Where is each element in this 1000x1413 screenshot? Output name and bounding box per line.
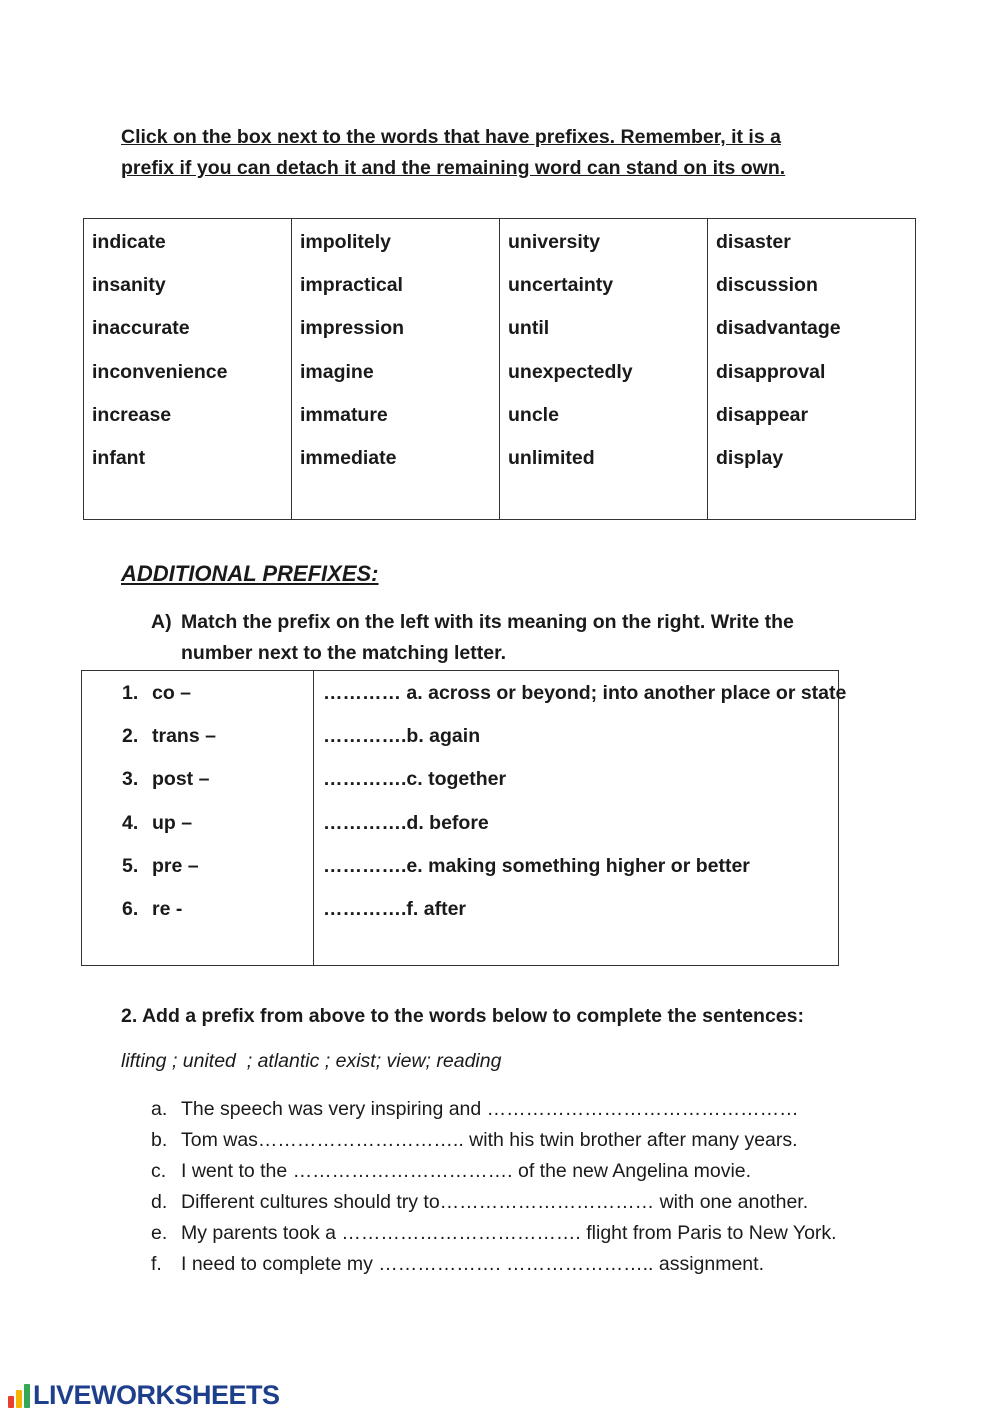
prefix-text: pre – <box>152 854 199 877</box>
sentence-item[interactable] <box>151 1249 837 1280</box>
prefix-item <box>122 672 312 715</box>
sentence-letter: d. <box>151 1191 168 1213</box>
task-2-word-list: lifting ; united ; atlantic ; exist; view; reading <box>121 1050 502 1072</box>
word-checkbox[interactable]: disappear <box>716 403 809 426</box>
prefix-number: 1. <box>122 682 139 704</box>
task-a-label: A) <box>151 611 172 633</box>
word-checkbox[interactable]: impractical <box>300 274 403 297</box>
sentence-text[interactable]: My parents took a ………………………………. flight from Paris to New York. <box>181 1222 837 1244</box>
sentence-text[interactable]: I need to complete my ………………. ………………….. assignment. <box>181 1253 764 1275</box>
prefix-text: post – <box>152 768 210 791</box>
prefix-number: 4. <box>122 811 139 834</box>
prefix-item <box>122 715 312 758</box>
word-checkbox[interactable]: university <box>508 231 601 253</box>
sentence-item[interactable] <box>151 1094 837 1125</box>
word-checkbox[interactable]: discussion <box>716 274 818 297</box>
instructions-line-1: Click on the box next to the words that have prefixes. Remember, it is a <box>121 126 781 148</box>
prefix-word-table <box>83 218 916 520</box>
meaning-column <box>314 671 847 966</box>
section-title: ADDITIONAL PREFIXES: <box>121 561 379 586</box>
word-checkbox[interactable]: immature <box>300 403 388 426</box>
logo-bar-red <box>8 1396 14 1408</box>
prefix-number: 2. <box>122 725 139 748</box>
sentence-letter: b. <box>151 1129 168 1151</box>
word-checkbox[interactable]: inconvenience <box>92 360 228 383</box>
word-checkbox[interactable]: disadvantage <box>716 317 841 340</box>
meaning-item <box>323 845 837 888</box>
word-checkbox[interactable]: disapproval <box>716 360 826 383</box>
sentence-letter: e. <box>151 1222 168 1244</box>
word-checkbox[interactable]: disaster <box>716 231 791 253</box>
word-checkbox[interactable]: imagine <box>300 360 374 383</box>
answer-blank-input[interactable]: …………. <box>323 854 407 877</box>
prefix-text: up – <box>152 811 193 834</box>
meaning-text: b. again <box>406 725 481 748</box>
meaning-item <box>323 758 837 801</box>
answer-blank-input[interactable]: ………… <box>323 682 401 704</box>
prefix-item <box>122 845 312 888</box>
word-checkbox[interactable]: uncle <box>508 403 559 426</box>
prefix-text: co – <box>152 682 192 704</box>
sentence-item[interactable] <box>151 1218 837 1249</box>
instructions <box>121 122 861 184</box>
prefix-number: 3. <box>122 768 139 791</box>
answer-blank-input[interactable]: …………. <box>323 811 407 834</box>
prefix-item <box>122 758 312 801</box>
word-checkbox[interactable]: immediate <box>300 446 397 469</box>
prefix-number: 6. <box>122 897 139 920</box>
match-table <box>81 670 847 966</box>
prefix-item <box>122 888 312 931</box>
sentence-item[interactable] <box>151 1187 837 1218</box>
meaning-text: f. after <box>406 897 467 920</box>
meaning-text: e. making something higher or better <box>406 854 750 877</box>
prefix-number: 5. <box>122 854 139 877</box>
sentence-list <box>151 1094 837 1280</box>
answer-blank-input[interactable]: …………. <box>323 768 407 791</box>
sentence-letter: a. <box>151 1098 168 1120</box>
word-checkbox[interactable]: unlimited <box>508 446 595 469</box>
task-a-line-2: number next to the matching letter. <box>181 642 507 664</box>
meaning-item <box>323 888 837 931</box>
sentence-item[interactable] <box>151 1125 837 1156</box>
sentence-letter: f. <box>151 1253 162 1275</box>
word-checkbox[interactable]: increase <box>92 403 172 426</box>
word-checkbox[interactable]: display <box>716 446 784 469</box>
prefix-column <box>82 671 314 966</box>
word-checkbox[interactable]: impression <box>300 317 405 340</box>
meaning-item <box>323 672 847 715</box>
sentence-letter: c. <box>151 1160 167 1182</box>
meaning-item <box>323 715 837 758</box>
word-checkbox[interactable]: uncertainty <box>508 274 614 297</box>
word-checkbox[interactable]: inaccurate <box>92 317 190 340</box>
sentence-text[interactable]: Different cultures should try to…………………………… with one another. <box>181 1191 809 1213</box>
word-checkbox[interactable]: impolitely <box>300 231 392 253</box>
prefix-text: re - <box>152 897 183 920</box>
meaning-text: d. before <box>406 811 489 834</box>
word-column-dis <box>708 219 916 520</box>
word-checkbox[interactable]: until <box>508 317 550 340</box>
logo-text: LIVEWORKSHEETS <box>33 1379 280 1410</box>
sentence-text[interactable]: I went to the ……………………………. of the new Angelina movie. <box>181 1160 752 1182</box>
answer-blank-input[interactable]: …………. <box>323 897 407 920</box>
sentence-text[interactable]: The speech was very inspiring and ………………………………………… <box>181 1098 799 1120</box>
logo-mark-icon <box>8 1382 30 1408</box>
sentence-text[interactable]: Tom was………………………….. with his twin brother after many years. <box>181 1129 798 1151</box>
instructions-line-2: prefix if you can detach it and the remaining word can stand on its own. <box>121 157 786 179</box>
liveworksheets-logo <box>8 1380 280 1410</box>
word-column-im <box>292 219 500 520</box>
word-checkbox[interactable]: infant <box>92 446 146 469</box>
word-column-in <box>84 219 292 520</box>
prefix-item <box>122 802 312 845</box>
sentence-item[interactable] <box>151 1156 837 1187</box>
task-a-instruction <box>151 607 871 669</box>
word-checkbox[interactable]: insanity <box>92 274 166 297</box>
word-column-un <box>500 219 708 520</box>
meaning-text: a. across or beyond; into another place or state <box>401 682 847 704</box>
word-checkbox[interactable]: unexpectedly <box>508 360 633 383</box>
task-a-line-1: Match the prefix on the left with its meaning on the right. Write the <box>181 611 794 633</box>
prefix-text: trans – <box>152 725 216 748</box>
task-2-instruction: 2. Add a prefix from above to the words below to complete the sentences: <box>121 1005 804 1027</box>
answer-blank-input[interactable]: …………. <box>323 725 407 748</box>
meaning-text: c. together <box>406 768 507 791</box>
logo-bar-green <box>24 1384 30 1408</box>
word-checkbox[interactable]: indicate <box>92 231 166 253</box>
logo-bar-yellow <box>16 1390 22 1408</box>
meaning-item <box>323 802 837 845</box>
